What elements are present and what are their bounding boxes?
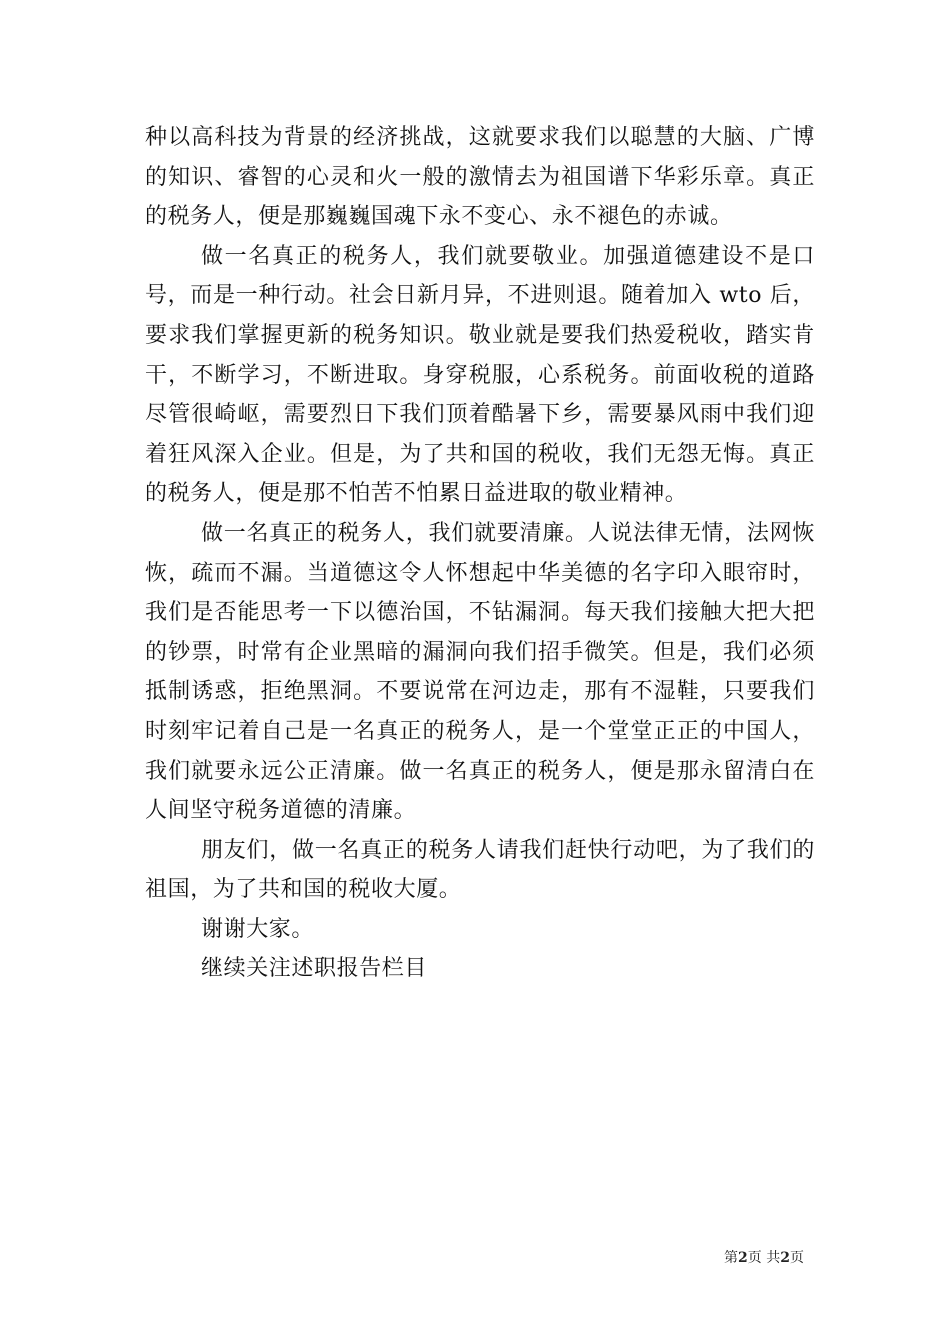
paragraph-5: 谢谢大家。	[201, 916, 315, 942]
paragraph-3: 做一名真正的税务人，我们就要清廉。人说法律无情，法网恢恢，疏而不漏。当道德这令人怀想起中华美德的名字印入眼帘时，我们是否能思考一下以德治国，不钻漏洞。每天我们接触大把大把的钞票，时常有企业黑暗的漏洞向我们招手微笑。但是，我们必须抵制诱惑，拒绝黑洞。不要说常在河边走，那有不湿鞋，只要我们时刻牢记着自己是一名真正的税务人，是一个堂堂正正的中国人，我们就要永远公正清廉。做一名真正的税务人，便是那永留清白在人间坚守税务道德的清廉。	[145, 520, 815, 824]
total-page-number: 2	[780, 1250, 790, 1266]
footer-middle: 页 共	[747, 1250, 781, 1266]
paragraph-4: 朋友们，做一名真正的税务人请我们赶快行动吧，为了我们的祖国，为了共和国的税收大厦。	[145, 837, 815, 903]
paragraph-2: 做一名真正的税务人，我们就要敬业。加强道德建设不是口号，而是一种行动。社会日新月异，不进则退。随着加入 wto 后，要求我们掌握更新的税务知识。敬业就是要我们热爱税收，踏实肯干，不断学习，不断进取。身穿税服，心系税务。前面收税的道路尽管很崎岖，需要烈日下我们顶着酷暑下乡，需要暴风雨中我们迎着狂风深入企业。但是，为了共和国的税收，我们无怨无悔。真正的税务人，便是那不怕苦不怕累日益进取的敬业精神。	[145, 243, 815, 507]
paragraph-6: 继续关注述职报告栏目	[201, 956, 428, 982]
document-body	[145, 118, 815, 989]
footer-suffix: 页	[790, 1250, 804, 1266]
footer-prefix: 第	[724, 1250, 739, 1266]
page-number-footer	[724, 1249, 804, 1267]
current-page-number: 2	[738, 1250, 748, 1266]
paragraph-1: 种以高科技为背景的经济挑战，这就要求我们以聪慧的大脑、广博的知识、睿智的心灵和火一般的激情去为祖国谱下华彩乐章。真正的税务人，便是那巍巍国魂下永不变心、永不褪色的赤诚。	[145, 125, 815, 230]
